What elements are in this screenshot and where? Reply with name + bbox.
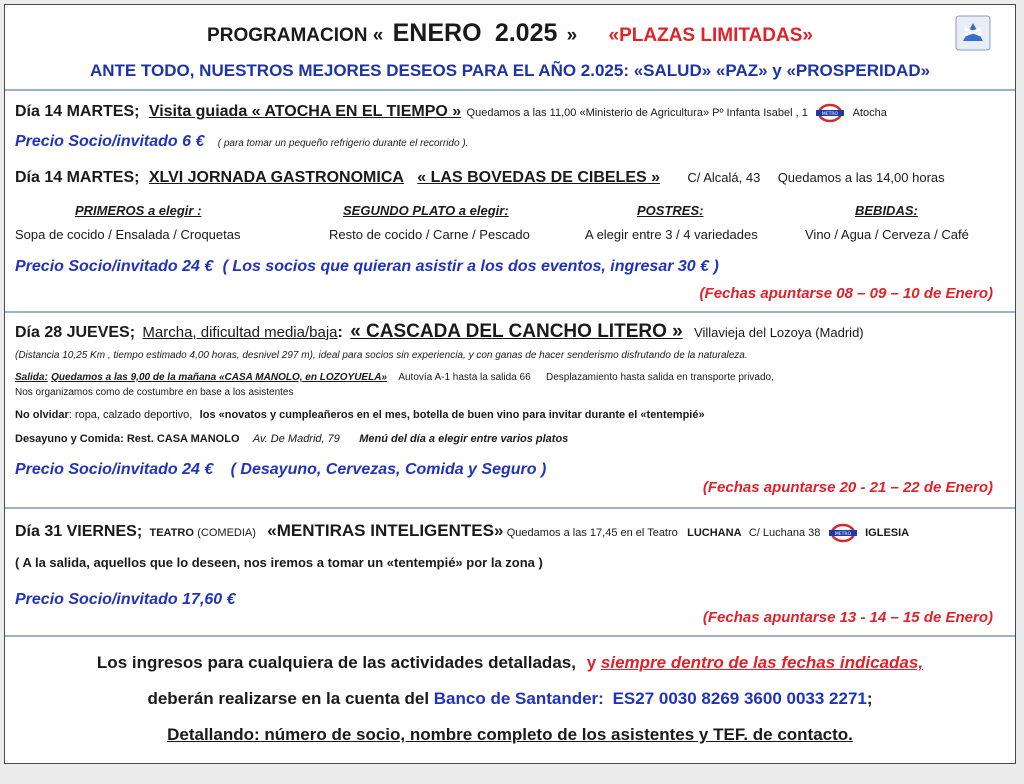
menu-items-bebidas: Vino / Agua / Cerveza / Café xyxy=(805,227,969,242)
event4-type: TEATRO xyxy=(149,527,194,539)
event4-price: Precio Socio/invitado 17,60 € xyxy=(15,591,236,608)
event3-olvidar: : ropa, calzado deportivo, xyxy=(68,409,193,421)
event3-desc: (Distancia 10,25 Km , tiempo estimado 4,00 horas, desnivel 297 m), ideal para socios sin experiencia, y con ganas de hacer senderismo disfrutando de la naturaleza. xyxy=(15,350,748,361)
footer-iban: ES27 0030 8269 3600 0033 2271 xyxy=(612,689,867,708)
event3-transport: Desplazamiento hasta salida en transporte privado, xyxy=(545,372,774,383)
event3-olvidar-line xyxy=(15,407,1007,421)
event3-price-line xyxy=(15,461,1007,479)
event2-line xyxy=(15,169,1007,187)
event1-details: Quedamos a las 11,00 «Ministerio de Agricultura» Pº Infanta Isabel , 1 xyxy=(466,107,808,120)
footer-bank: Banco de Santander: xyxy=(433,689,604,708)
event2-day: Día 14 MARTES; xyxy=(15,169,140,186)
event2-price-note: ( Los socios que quieran asistir a los dos eventos, ingresar 30 € ) xyxy=(222,258,719,275)
event1-day: Día 14 MARTES; xyxy=(15,103,140,121)
footer-line1 xyxy=(5,653,1015,673)
event1-price-line xyxy=(15,133,1007,151)
event2-address: C/ Alcalá, 43 xyxy=(687,170,761,185)
menu-items-primeros: Sopa de cocido / Ensalada / Croquetas xyxy=(15,227,241,242)
event2-title: XLVI JORNADA GASTRONOMICA xyxy=(148,169,404,186)
plazas-limitadas: «PLAZAS LIMITADAS» xyxy=(608,25,813,46)
menu-head-segundo: SEGUNDO PLATO a elegir: xyxy=(343,203,509,218)
separator xyxy=(5,635,1015,637)
event4-fechas: (Fechas apuntarse 13 - 14 – 15 de Enero) xyxy=(702,609,993,626)
menu-items-segundo: Resto de cocido / Carne / Pescado xyxy=(329,227,530,242)
event4-title: «MENTIRAS INTELIGENTES» xyxy=(267,521,504,540)
footer-line2-text: deberán realizarse en la cuenta del xyxy=(147,689,430,708)
separator xyxy=(5,89,1015,91)
footer-line1-y: y xyxy=(586,653,597,672)
event3-olvidar2: los «novatos y cumpleañeros en el mes, botella de buen vino para invitar durante el «tentempié» xyxy=(199,409,705,421)
event4-theatre: LUCHANA xyxy=(687,527,742,539)
event2-price: Precio Socio/invitado 24 € xyxy=(15,258,214,275)
title-prefix: PROGRAMACION « xyxy=(207,25,384,46)
event4-address: C/ Luchana 38 xyxy=(748,527,821,539)
event3-title: « CASCADA DEL CANCHO LITERO » xyxy=(350,321,683,342)
event3-desayuno-line xyxy=(15,431,1007,445)
footer-line1-dates: siempre dentro de las fechas indicadas, xyxy=(600,653,924,672)
event3-salida-label: Salida: xyxy=(15,372,48,383)
separator xyxy=(5,507,1015,509)
event3-day: Día 28 JUEVES; xyxy=(15,324,136,341)
association-logo-icon xyxy=(955,15,991,51)
event4-station: IGLESIA xyxy=(865,527,910,539)
svg-text:METRO: METRO xyxy=(834,531,851,537)
footer-line1-text: Los ingresos para cualquiera de las actividades detalladas, xyxy=(96,653,576,672)
event1-price-note: ( para tomar un pequeño refrigerio durante el recorrido ). xyxy=(217,138,469,149)
new-year-wishes: ANTE TODO, NUESTROS MEJORES DESEOS PARA EL AÑO 2.025: «SALUD» «PAZ» y «PROSPERIDAD» xyxy=(89,61,931,80)
metro-icon xyxy=(828,523,858,543)
title-close: » xyxy=(566,25,578,46)
event2-price-line xyxy=(15,258,1007,276)
event4-price-line xyxy=(15,591,1007,609)
event4-details: Quedamos a las 17,45 en el Teatro xyxy=(506,527,678,539)
event3-olvidar-label: No olvidar xyxy=(15,409,69,421)
footer-line2-end: ; xyxy=(866,689,873,708)
event3-desayuno-addr: Av. De Madrid, 79 xyxy=(252,433,340,445)
event3-activity: Marcha, dificultad media/baja xyxy=(142,324,338,341)
event3-colon: : xyxy=(337,324,343,341)
menu-items-postres: A elegir entre 3 / 4 variedades xyxy=(585,227,758,242)
title-month: ENERO xyxy=(392,19,482,47)
event3-price: Precio Socio/invitado 24 € xyxy=(15,461,214,478)
event3-desayuno-menu: Menú del día a elegir entre varios platos xyxy=(359,433,569,445)
event3-price-note: ( Desayuno, Cervezas, Comida y Seguro ) xyxy=(230,461,547,478)
event2-time: Quedamos a las 14,00 horas xyxy=(777,170,945,185)
event1-title: Visita guiada « ATOCHA EN EL TIEMPO » xyxy=(148,103,462,121)
svg-text:METRO: METRO xyxy=(822,112,839,117)
event4-note: ( A la salida, aquellos que lo deseen, nos iremos a tomar un «tentempié» por la zona ) xyxy=(15,555,543,570)
event1-line xyxy=(15,103,1007,123)
metro-icon xyxy=(815,103,845,123)
event2-fechas: (Fechas apuntarse 08 – 09 – 10 de Enero) xyxy=(699,285,993,302)
menu-head-bebidas: BEBIDAS: xyxy=(855,203,918,218)
event3-salida: Quedamos a las 9,00 de la mañana «CASA MANOLO, en LOZOYUELA» xyxy=(51,372,387,383)
event1-station: Atocha xyxy=(852,107,887,120)
event3-fechas: (Fechas apuntarse 20 - 21 – 22 de Enero) xyxy=(702,479,993,496)
footer-line3: Detallando: número de socio, nombre completo de los asistentes y TEF. de contacto. xyxy=(167,725,853,744)
event3-transport2: Nos organizamos como de costumbre en base a los asistentes xyxy=(15,387,294,398)
program-document xyxy=(4,4,1016,764)
title-year: 2.025 xyxy=(494,19,558,47)
event1-price: Precio Socio/invitado 6 € xyxy=(15,133,205,150)
separator xyxy=(5,311,1015,313)
event3-location: Villavieja del Lozoya (Madrid) xyxy=(694,325,864,340)
event4-line xyxy=(15,521,1007,543)
event4-subtype: (COMEDIA) xyxy=(197,527,256,539)
menu-head-primeros: PRIMEROS a elegir : xyxy=(75,203,202,218)
event3-desayuno-label: Desayuno y Comida: Rest. CASA MANOLO xyxy=(15,433,240,445)
event3-route: Autovía A-1 hasta la salida 66 xyxy=(398,372,531,383)
event3-line xyxy=(15,321,1007,343)
event2-venue: « LAS BOVEDAS DE CIBELES » xyxy=(417,169,660,186)
event3-salida-line xyxy=(15,369,1007,383)
menu-head-postres: POSTRES: xyxy=(637,203,704,218)
program-title xyxy=(5,19,1015,48)
footer-line2 xyxy=(5,689,1015,709)
event4-day: Día 31 VIERNES; xyxy=(15,523,143,540)
